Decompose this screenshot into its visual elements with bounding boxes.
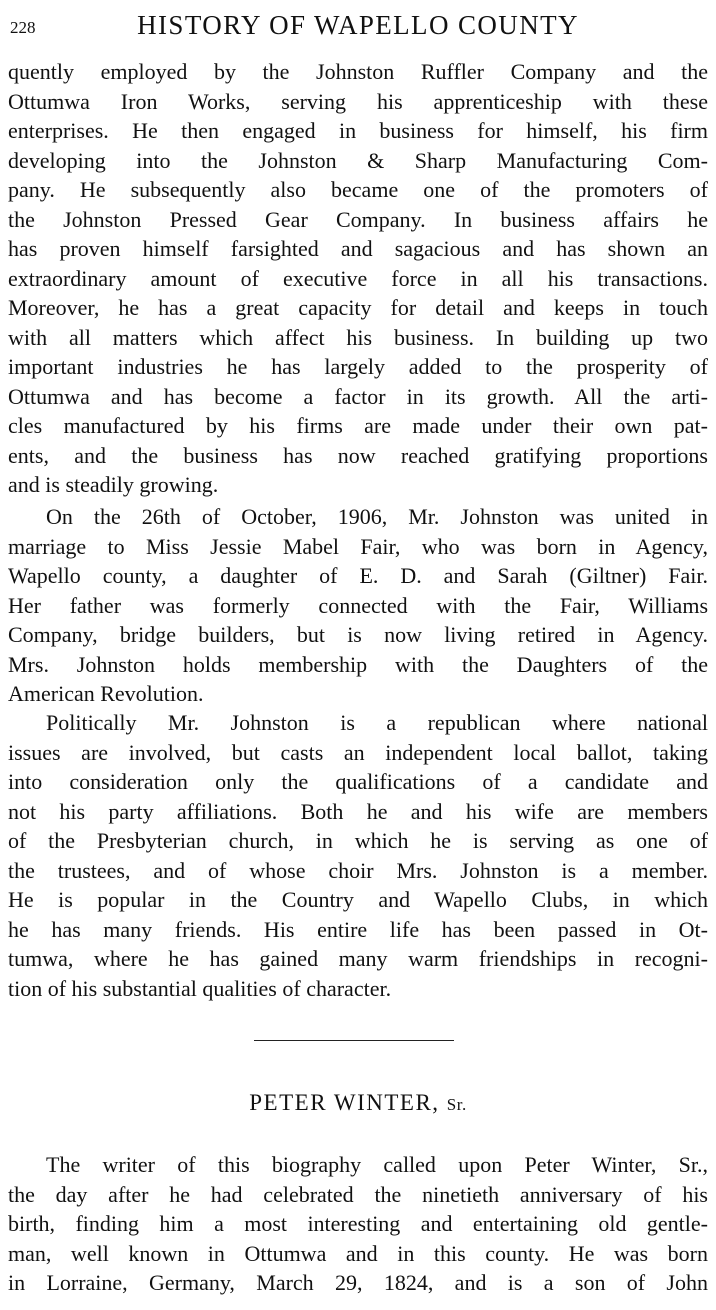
running-head: HISTORY OF WAPELLO COUNTY [137, 10, 579, 40]
text-line: tumwa, where he has gained many warm friendships in recogni- [8, 946, 708, 971]
text-line: issues are involved, but casts an independent local ballot, taking [8, 739, 708, 765]
text-line: On the 26th of October, 1906, Mr. Johnston was united in [46, 504, 708, 529]
text-line: Moreover, he has a great capacity for detail and keeps in touch [8, 295, 708, 320]
text-line: not his party affiliations. Both he and his wife are members [8, 798, 708, 824]
section-divider [254, 1040, 454, 1041]
text-line: important industries he has largely added to the prosperity of [8, 354, 708, 379]
text-line: Mrs. Johnston holds membership with the Daughters of the [8, 651, 708, 677]
text-line: ents, and the business has now reached gratifying proportions [8, 442, 708, 468]
text-line: of the Presbyterian church, in which he is serving as one of [8, 828, 708, 853]
text-line: tion of his substantial qualities of character. [8, 975, 392, 1001]
text-line: man, well known in Ottumwa and in this county. He was born [8, 1240, 708, 1266]
text-line: Ottumwa Iron Works, serving his apprenticeship with these [8, 88, 708, 114]
text-line: birth, finding him a most interesting and entertaining old gentle- [8, 1211, 708, 1236]
text-line: enterprises. He then engaged in business for himself, his firm [8, 118, 708, 143]
text-line: in Lorraine, Germany, March 29, 1824, and is a son of John [8, 1270, 708, 1295]
page-header [8, 8, 708, 42]
paragraph-winter-intro [8, 1150, 708, 1298]
text-line: the trustees, and of whose choir Mrs. Johnston is a member. [8, 857, 708, 883]
text-line: quently employed by the Johnston Ruffler Company and the [8, 59, 708, 84]
text-line: has proven himself farsighted and sagacious and has shown an [8, 236, 708, 261]
text-line: and is steadily growing. [8, 472, 219, 497]
text-line: The writer of this biography called upon Peter Winter, Sr., [46, 1152, 708, 1177]
text-line: Ottumwa and has become a factor in its growth. All the arti- [8, 383, 708, 409]
page-number: 228 [10, 18, 36, 37]
section-title: PETER WINTER, [249, 1090, 440, 1115]
paragraph-continued [8, 57, 708, 500]
text-line: He is popular in the Country and Wapello Clubs, in which [8, 887, 708, 912]
section-title-suffix: Sr. [446, 1095, 467, 1114]
text-line: he has many friends. His entire life has been passed in Ot- [8, 916, 708, 942]
paragraph-marriage [8, 502, 708, 709]
text-line: Her father was formerly connected with the Fair, Williams [8, 592, 708, 618]
text-line: with all matters which affect his business. In building up two [8, 324, 708, 350]
section-heading [0, 1090, 716, 1116]
text-line: American Revolution. [8, 681, 204, 706]
text-line: developing into the Johnston & Sharp Manufacturing Com- [8, 147, 708, 173]
text-line: Politically Mr. Johnston is a republican where national [46, 710, 708, 735]
text-line: extraordinary amount of executive force in all his transactions. [8, 265, 708, 291]
paragraph-politics [8, 708, 708, 1003]
text-line: cles manufactured by his firms are made under their own pat- [8, 413, 708, 438]
text-line: into consideration only the qualifications of a candidate and [8, 769, 708, 794]
text-line: Company, bridge builders, but is now living retired in Agency. [8, 622, 708, 647]
text-line: the Johnston Pressed Gear Company. In business affairs he [8, 206, 708, 232]
text-line: Wapello county, a daughter of E. D. and Sarah (Giltner) Fair. [8, 563, 708, 588]
text-line: the day after he had celebrated the ninetieth anniversary of his [8, 1181, 708, 1207]
text-line: pany. He subsequently also became one of the promoters of [8, 177, 708, 202]
text-line: marriage to Miss Jessie Mabel Fair, who was born in Agency, [8, 533, 708, 559]
